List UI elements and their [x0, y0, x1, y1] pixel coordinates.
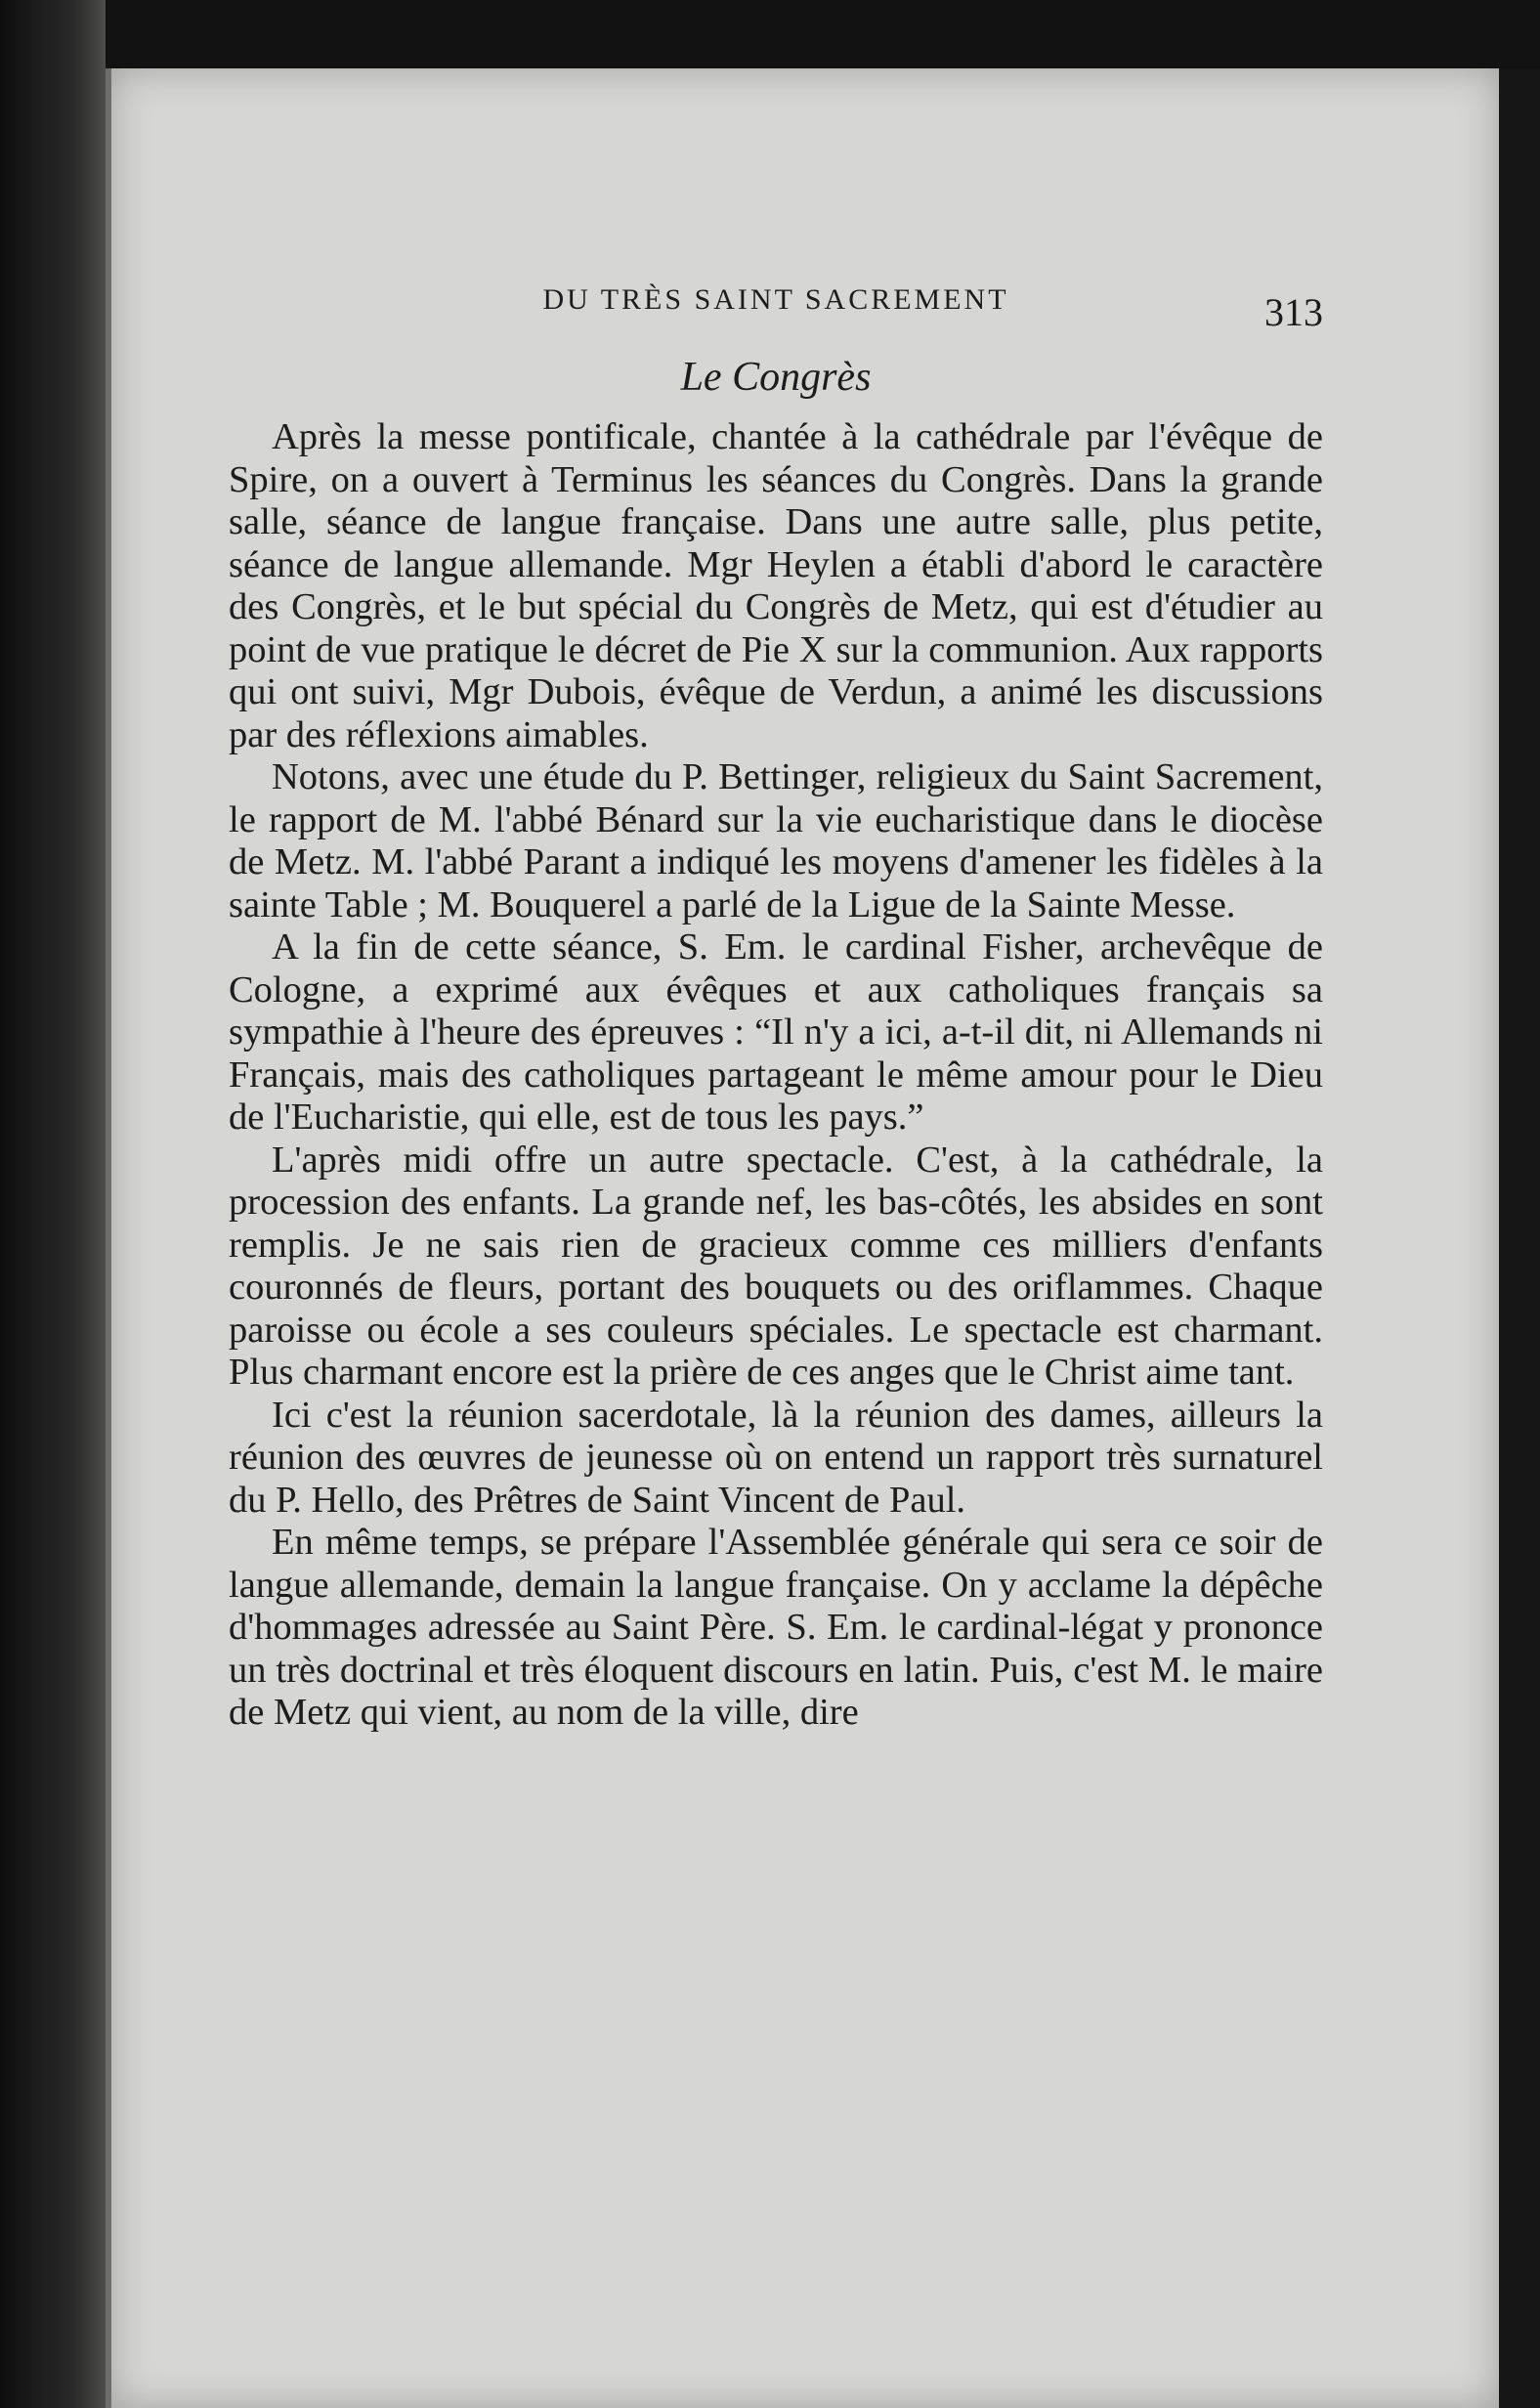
- paragraph-3: A la fin de cette séance, S. Em. le cardinal Fisher, archevêque de Cologne, a exprimé aux évêques et aux catholiques français sa sympathie à l'heure des épreuves : “Il n'y a ici, a-t-il dit, ni Allemands ni Français, mais des catholiques partageant le même amour pour le Dieu de l'Eucharistie, qui elle, est de tous les pays.”: [229, 926, 1323, 1138]
- running-head: [229, 283, 1323, 352]
- paragraph-2: Notons, avec une étude du P. Bettinger, religieux du Saint Sacrement, le rapport de M. l'abbé Bénard sur la vie eucharistique dans le diocèse de Metz. M. l'abbé Parant a indiqué les moyens d'amener les fidèles à la sainte Table ; M. Bouquerel a parlé de la Ligue de la Sainte Messe.: [229, 756, 1323, 925]
- scan-border-top: [0, 0, 1540, 68]
- paragraph-4: L'après midi offre un autre spectacle. C'est, à la cathédrale, la procession des enfants. La grande nef, les bas-côtés, les absides en sont remplis. Je ne sais rien de gracieux comme ces milliers d'enfants couronnés de fleurs, portant des bouquets ou des oriflammes. Chaque paroisse ou école a ses couleurs spéciales. Le spectacle est charmant. Plus charmant encore est la prière de ces anges que le Christ aime tant.: [229, 1139, 1323, 1393]
- paragraph-6: En même temps, se prépare l'Assemblée générale qui sera ce soir de langue allemande, demain la langue française. On y acclame la dépêche d'hommages adressée au Saint Père. S. Em. le cardinal-légat y prononce un très doctrinal et très éloquent discours en latin. Puis, c'est M. le maire de Metz qui vient, au nom de la ville, dire: [229, 1522, 1323, 1733]
- paragraph-5: Ici c'est la réunion sacerdotale, là la réunion des dames, ailleurs la réunion des œuvres de jeunesse où on entend un rapport très surnaturel du P. Hello, des Prêtres de Saint Vincent de Paul.: [229, 1394, 1323, 1521]
- book-page: [106, 68, 1499, 2408]
- page-number: 313: [1264, 290, 1323, 334]
- running-title: DU TRÈS SAINT SACREMENT: [542, 283, 1009, 316]
- paragraph-1: Après la messe pontificale, chantée à la cathédrale par l'évêque de Spire, on a ouvert à Terminus les séances du Congrès. Dans la grande salle, séance de langue française. Dans une autre salle, plus petite, séance de langue allemande. Mgr Heylen a établi d'abord le caractère des Congrès, et le but spécial du Congrès de Metz, qui est d'étudier au point de vue pratique le décret de Pie X sur la communion. Aux rapports qui ont suivi, Mgr Dubois, évêque de Verdun, a animé les discussions par des réflexions aimables.: [229, 416, 1323, 755]
- page-content: [229, 283, 1323, 2287]
- book-spine-edge: [0, 0, 106, 2408]
- section-title: Le Congrès: [680, 355, 872, 400]
